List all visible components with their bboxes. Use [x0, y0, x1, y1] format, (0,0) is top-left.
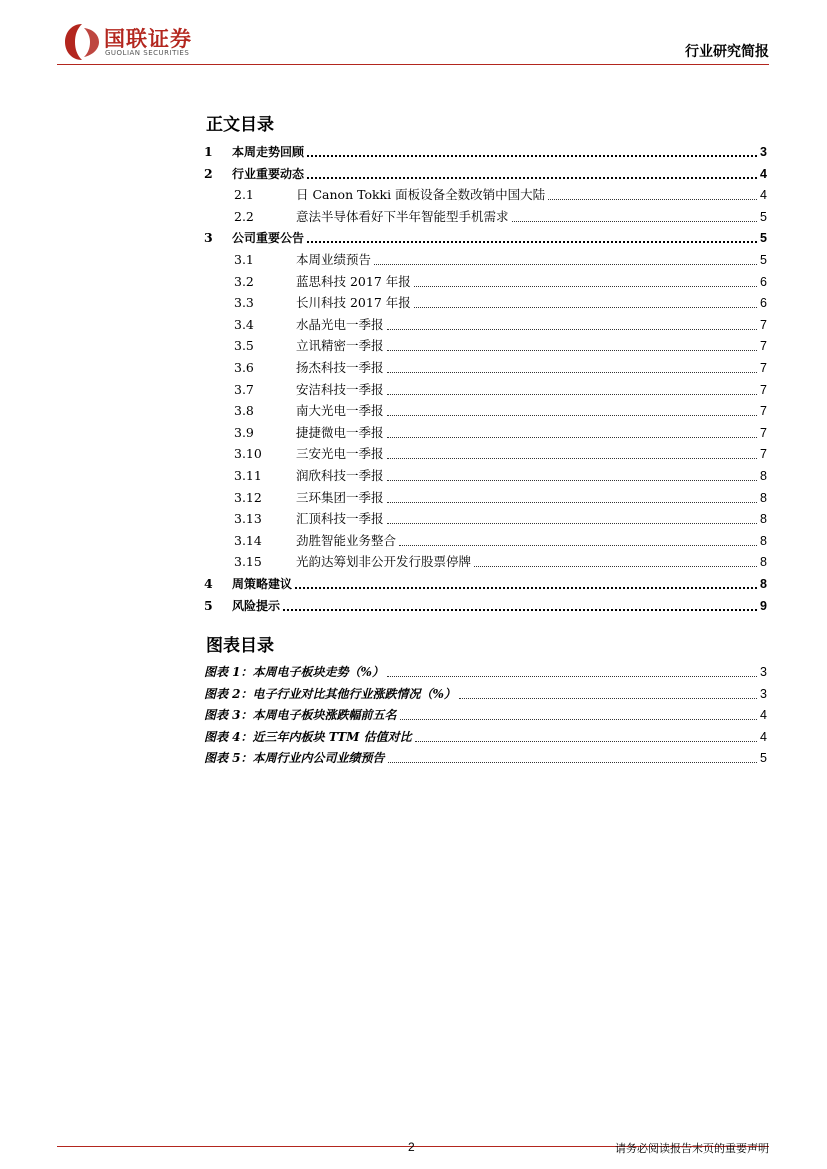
dot-leader [374, 254, 757, 265]
logo-english-text: GUOLIAN SECURITIES [105, 49, 190, 57]
toc-entry[interactable] [204, 316, 767, 334]
dot-leader [387, 340, 758, 351]
toc-entry[interactable] [204, 186, 767, 204]
toc-entry-number: 5 [204, 597, 213, 613]
toc-entry-title: 安洁科技一季报 [296, 381, 384, 397]
figure-entry[interactable] [204, 685, 767, 703]
toc-entry[interactable] [204, 251, 767, 269]
toc-entry[interactable] [204, 402, 767, 420]
toc-entry[interactable] [204, 553, 767, 571]
page-number: 2 [408, 1140, 415, 1154]
dot-leader [512, 211, 758, 222]
dot-leader [295, 577, 757, 589]
toc-entry-title: 汇顶科技一季报 [296, 511, 384, 527]
toc-entry-page: 8 [760, 533, 767, 548]
toc-entry[interactable] [204, 273, 767, 291]
toc-entry-title: 本周走势回顾 [232, 145, 305, 159]
toc-entry-number: 3 [204, 230, 213, 246]
toc-entry-page: 8 [760, 577, 767, 591]
toc-entry[interactable] [204, 424, 767, 442]
toc-entry-number: 2 [204, 165, 213, 181]
dot-leader [307, 145, 757, 157]
figure-entry[interactable] [204, 706, 767, 724]
figures-heading: 图表目录 [206, 636, 274, 656]
toc-entry-number: 3.1 [234, 252, 254, 267]
toc-entry-title: 日 Canon Tokki 面板设备全数改销中国大陆 [296, 187, 546, 203]
toc-entry-title: 本周业绩预告 [296, 252, 372, 267]
dot-leader [387, 362, 758, 373]
toc-entry[interactable] [204, 143, 767, 161]
toc-entry-title: 长川科技 2017 年报 [296, 295, 411, 311]
toc-entry-title: 风险提示 [232, 598, 281, 613]
toc-entry[interactable] [204, 575, 767, 593]
toc-entry-number: 3.10 [234, 446, 262, 462]
dot-leader [387, 405, 758, 416]
figure-entry-page: 3 [760, 686, 767, 701]
toc-entry-page: 6 [760, 274, 767, 289]
toc-entry-page: 5 [760, 209, 767, 224]
toc-entry-page: 4 [760, 166, 767, 181]
figure-entry-page: 4 [760, 729, 767, 744]
toc-entry-title: 行业重要动态 [232, 166, 305, 181]
dot-leader [399, 535, 757, 546]
toc-entry[interactable] [204, 597, 767, 615]
toc-entry-number: 3.12 [234, 489, 262, 505]
figure-entry-title: 图表 1：本周电子板块走势（%） [204, 665, 384, 679]
toc-entry-page: 7 [760, 361, 767, 375]
guolian-logo-icon [62, 22, 102, 62]
dot-leader [387, 319, 758, 330]
toc-entry-page: 7 [760, 339, 767, 354]
toc-entry-page: 5 [760, 231, 767, 246]
figure-entry-title: 图表 5：本周行业内公司业绩预告 [204, 751, 385, 766]
figure-entry[interactable] [204, 728, 767, 746]
toc-entry-page: 9 [760, 598, 767, 613]
dot-leader [387, 384, 758, 395]
toc-entry-number: 3.13 [234, 511, 262, 527]
dot-leader [307, 167, 757, 179]
toc-entry[interactable] [204, 489, 767, 507]
toc-entry-number: 1 [204, 144, 213, 159]
toc-heading: 正文目录 [206, 115, 274, 135]
toc-entry-page: 7 [760, 425, 767, 440]
toc-entry[interactable] [204, 510, 767, 528]
dot-leader [474, 556, 757, 567]
dot-leader [459, 688, 757, 699]
toc-entry-title: 三安光电一季报 [296, 446, 384, 462]
toc-entry-page: 7 [760, 382, 767, 397]
figure-entry[interactable] [204, 749, 767, 767]
dot-leader [387, 427, 758, 438]
toc-entry-number: 3.15 [234, 554, 262, 570]
toc-entry-number: 2.1 [234, 187, 254, 203]
toc-entry-page: 3 [760, 145, 767, 159]
toc-entry-page: 5 [760, 253, 767, 267]
toc-entry-page: 7 [760, 317, 767, 332]
toc-entry-title: 南大光电一季报 [296, 403, 384, 419]
toc-entry-number: 3.11 [234, 468, 262, 483]
toc-entry-number: 2.2 [234, 208, 254, 224]
toc-entry-number: 3.8 [234, 403, 254, 419]
toc-entry-number: 3.14 [234, 532, 262, 548]
toc-entry-number: 3.6 [234, 360, 254, 375]
footer-disclaimer: 请务必阅读报告末页的重要声明 [615, 1142, 769, 1155]
toc-entry[interactable] [204, 294, 767, 312]
toc-entry[interactable] [204, 445, 767, 463]
toc-entry[interactable] [204, 165, 767, 183]
toc-entry-page: 4 [760, 188, 767, 203]
figure-entry-title: 图表 4：近三年内板块 TTM 估值对比 [204, 729, 412, 744]
toc-entry-number: 4 [204, 576, 213, 591]
toc-entry-title: 蓝思科技 2017 年报 [296, 273, 411, 289]
figure-entry-page: 4 [760, 708, 767, 723]
toc-entry[interactable] [204, 337, 767, 355]
dot-leader [307, 231, 757, 243]
dot-leader [400, 709, 758, 720]
toc-entry-title: 立讯精密一季报 [296, 338, 384, 354]
toc-entry-title: 劲胜智能业务整合 [296, 532, 397, 548]
dot-leader [548, 189, 757, 200]
toc-entry-number: 3.5 [234, 338, 254, 354]
toc-entry-page: 8 [760, 555, 767, 570]
toc-entry-title: 三环集团一季报 [296, 489, 384, 505]
company-logo [62, 22, 222, 62]
toc-entry[interactable] [204, 532, 767, 550]
dot-leader [414, 297, 757, 308]
report-type-label: 行业研究简报 [685, 44, 769, 60]
toc-entry-title: 周策略建议 [232, 577, 293, 591]
toc-entry-page: 8 [760, 469, 767, 483]
toc-entry-title: 润欣科技一季报 [296, 468, 384, 483]
dot-leader [387, 513, 758, 524]
dot-leader [414, 276, 757, 287]
toc-entry-page: 7 [760, 404, 767, 419]
toc-entry[interactable] [204, 381, 767, 399]
dot-leader [387, 448, 758, 459]
dot-leader [283, 599, 757, 611]
page-header [0, 0, 827, 70]
toc-entry-number: 3.4 [234, 316, 254, 332]
toc-entry[interactable] [204, 467, 767, 485]
dot-leader [387, 492, 758, 503]
header-divider [57, 64, 769, 65]
toc-entry-title: 水晶光电一季报 [296, 316, 384, 332]
toc-entry-page: 7 [760, 447, 767, 462]
toc-entry-title: 公司重要公告 [232, 231, 305, 246]
toc-entry-title: 光韵达筹划非公开发行股票停牌 [296, 554, 472, 570]
figure-entry[interactable] [204, 663, 767, 681]
figure-entry-page: 5 [760, 751, 767, 766]
toc-entry-title: 意法半导体看好下半年智能型手机需求 [296, 208, 509, 224]
toc-entry-page: 8 [760, 490, 767, 505]
logo-chinese-text: 国联证券 [104, 27, 192, 51]
toc-entry-page: 6 [760, 296, 767, 311]
toc-entry-number: 3.9 [234, 424, 254, 440]
toc-entry-number: 3.7 [234, 381, 254, 397]
toc-entry[interactable] [204, 229, 767, 247]
toc-entry[interactable] [204, 359, 767, 377]
toc-entry-page: 8 [760, 512, 767, 527]
dot-leader [387, 666, 757, 677]
figure-entry-title: 图表 3：本周电子板块涨跌幅前五名 [204, 708, 397, 723]
toc-entry-title: 捷捷微电一季报 [296, 424, 384, 440]
toc-entry[interactable] [204, 208, 767, 226]
toc-entry-number: 3.3 [234, 295, 254, 311]
dot-leader [415, 731, 757, 742]
toc-entry-title: 扬杰科技一季报 [296, 360, 384, 375]
toc-entry-number: 3.2 [234, 273, 254, 289]
dot-leader [387, 470, 758, 481]
figure-entry-page: 3 [760, 665, 767, 679]
dot-leader [388, 752, 758, 763]
figure-entry-title: 图表 2：电子行业对比其他行业涨跌情况（%） [204, 686, 456, 701]
